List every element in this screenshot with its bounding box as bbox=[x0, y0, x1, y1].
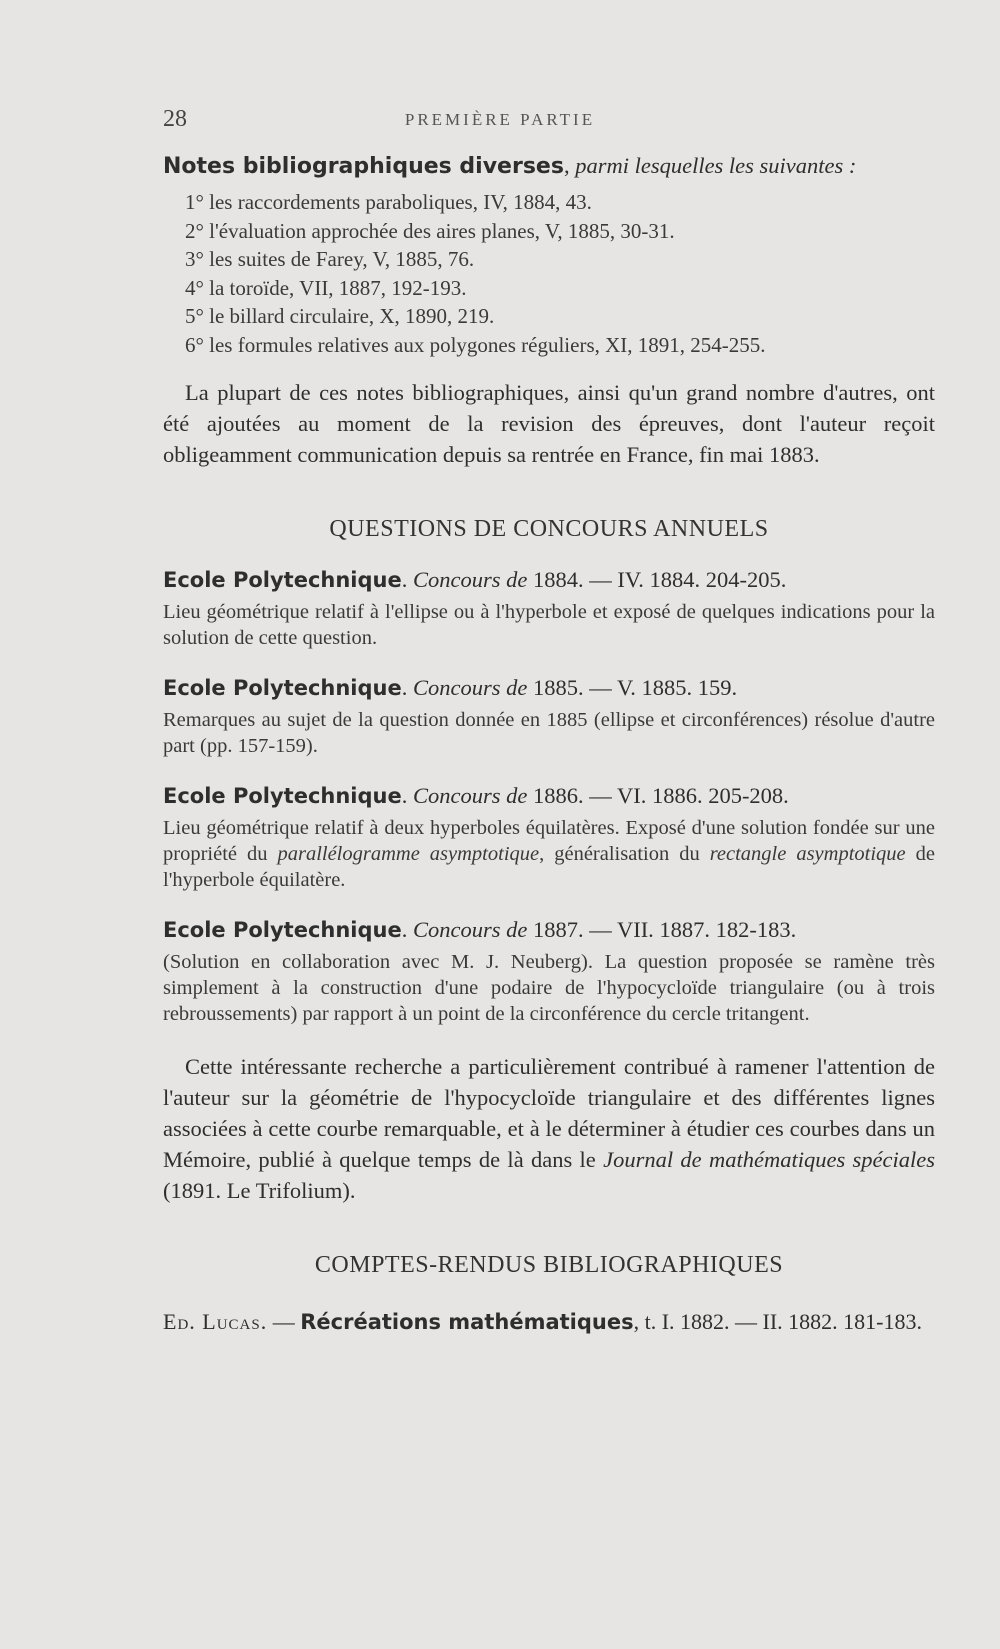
review-entry bbox=[163, 1307, 935, 1337]
review-dash: — bbox=[267, 1309, 301, 1334]
list-item: 3° les suites de Farey, V, 1885, 76. bbox=[185, 247, 475, 271]
contest-entry-1886 bbox=[163, 781, 935, 893]
entry-title bbox=[163, 915, 935, 945]
notes-heading-intro: parmi lesquelles les suivantes : bbox=[569, 153, 857, 178]
entry-body bbox=[163, 815, 935, 893]
closing-paragraph bbox=[163, 1051, 935, 1206]
notes-list bbox=[185, 188, 935, 359]
entry-school: Ecole Polytechnique bbox=[163, 676, 402, 700]
page-number: 28 bbox=[163, 106, 187, 132]
contest-entry-1884 bbox=[163, 565, 935, 651]
section-heading-reviews: COMPTES-RENDUS BIBLIOGRAPHIQUES bbox=[314, 1252, 784, 1278]
notes-heading-title: Notes bibliographiques diverses bbox=[163, 154, 564, 179]
review-reference: , t. I. 1882. — II. 1882. 181-183. bbox=[633, 1309, 923, 1334]
closing-text: (1891. Le Trifolium). bbox=[163, 1178, 356, 1203]
entry-body: Lieu géométrique relatif à l'ellipse ou à l'hyperbole et exposé de quelques indications pour la solution de cette question. bbox=[163, 601, 935, 649]
entry-title bbox=[163, 673, 935, 703]
entry-reference: 1884. — IV. 1884. 204-205. bbox=[527, 567, 787, 592]
review-title: Récréations mathématiques bbox=[300, 1310, 634, 1334]
entry-dot: . bbox=[401, 675, 408, 700]
closing-text: Cette intéressante recherche a particulièrement contribué à ramener l'attention de l'auteur sur la géométrie de l'hypocycloïde triangulaire et des différentes lignes associées à cette courbe remarquable, et à le déterminer à étudier ces courbes dans un Mémoire, publié à quelque temps de là dans le bbox=[163, 1054, 935, 1172]
entry-contest: Concours de bbox=[407, 567, 528, 592]
section-heading-questions: QUESTIONS DE CONCOURS ANNUELS bbox=[329, 516, 769, 542]
entry-body-term: parallélogramme asymptotique bbox=[277, 843, 540, 865]
journal-title: Journal de mathématiques spéciales bbox=[603, 1147, 935, 1172]
entry-contest: Concours de bbox=[407, 917, 528, 942]
entry-dot: . bbox=[401, 917, 408, 942]
list-item: 6° les formules relatives aux polygones réguliers, XI, 1891, 254-255. bbox=[185, 332, 766, 357]
page-header bbox=[0, 106, 1000, 136]
entry-body-text: Lieu géométrique relatif à deux hyperboles équilatères. Exposé d'une solution fondée sur une propriété du bbox=[163, 817, 935, 865]
entry-dot: . bbox=[401, 567, 408, 592]
list-item: 1° les raccordements paraboliques, IV, 1884, 43. bbox=[185, 190, 592, 214]
entry-title bbox=[163, 565, 935, 595]
notes-paragraph: La plupart de ces notes bibliographiques, ainsi qu'un grand nombre d'autres, ont été ajoutées au moment de la revision des épreuves, dont l'auteur reçoit obligeamment communication depuis sa rentrée en France, fin mai 1883. bbox=[163, 380, 935, 467]
entry-contest: Concours de bbox=[407, 675, 528, 700]
list-item: 4° la toroïde, VII, 1887, 192-193. bbox=[185, 275, 467, 300]
entry-reference: 1887. — VII. 1887. 182-183. bbox=[527, 917, 797, 942]
entry-body-text: , généralisation du bbox=[539, 843, 710, 865]
entry-reference: 1885. — V. 1885. 159. bbox=[527, 675, 738, 700]
notes-heading-sep: , bbox=[563, 153, 570, 178]
entry-body-term: rectangle asymptotique bbox=[709, 843, 906, 865]
contest-entry-1885 bbox=[163, 673, 935, 759]
running-head: PREMIÈRE PARTIE bbox=[404, 110, 596, 129]
entry-dot: . bbox=[401, 783, 408, 808]
entry-school: Ecole Polytechnique bbox=[163, 784, 402, 808]
entry-reference: 1886. — VI. 1886. 205-208. bbox=[527, 783, 789, 808]
list-item: 2° l'évaluation approchée des aires planes, V, 1885, 30-31. bbox=[185, 218, 675, 243]
review-author: Ed. Lucas. bbox=[163, 1309, 268, 1334]
entry-school: Ecole Polytechnique bbox=[163, 568, 402, 592]
entry-body: (Solution en collaboration avec M. J. Neuberg). La question proposée se ramène très simplement à la construction d'une podaire de l'hypocycloïde triangulaire (ou à trois rebroussements) par rapport à un point de la circonférence du cercle tritangent. bbox=[163, 951, 935, 1025]
page-content bbox=[163, 150, 935, 1337]
entry-body-text: de l'hyperbole équilatère. bbox=[163, 843, 935, 891]
entry-title bbox=[163, 781, 935, 811]
entry-contest: Concours de bbox=[407, 783, 528, 808]
entry-school: Ecole Polytechnique bbox=[163, 918, 402, 942]
list-item: 5° le billard circulaire, X, 1890, 219. bbox=[185, 304, 495, 328]
notes-heading bbox=[163, 150, 935, 182]
entry-body: Remarques au sujet de la question donnée en 1885 (ellipse et circonférences) résolue d'autre part (pp. 157-159). bbox=[163, 709, 935, 757]
contest-entry-1887 bbox=[163, 915, 935, 1027]
